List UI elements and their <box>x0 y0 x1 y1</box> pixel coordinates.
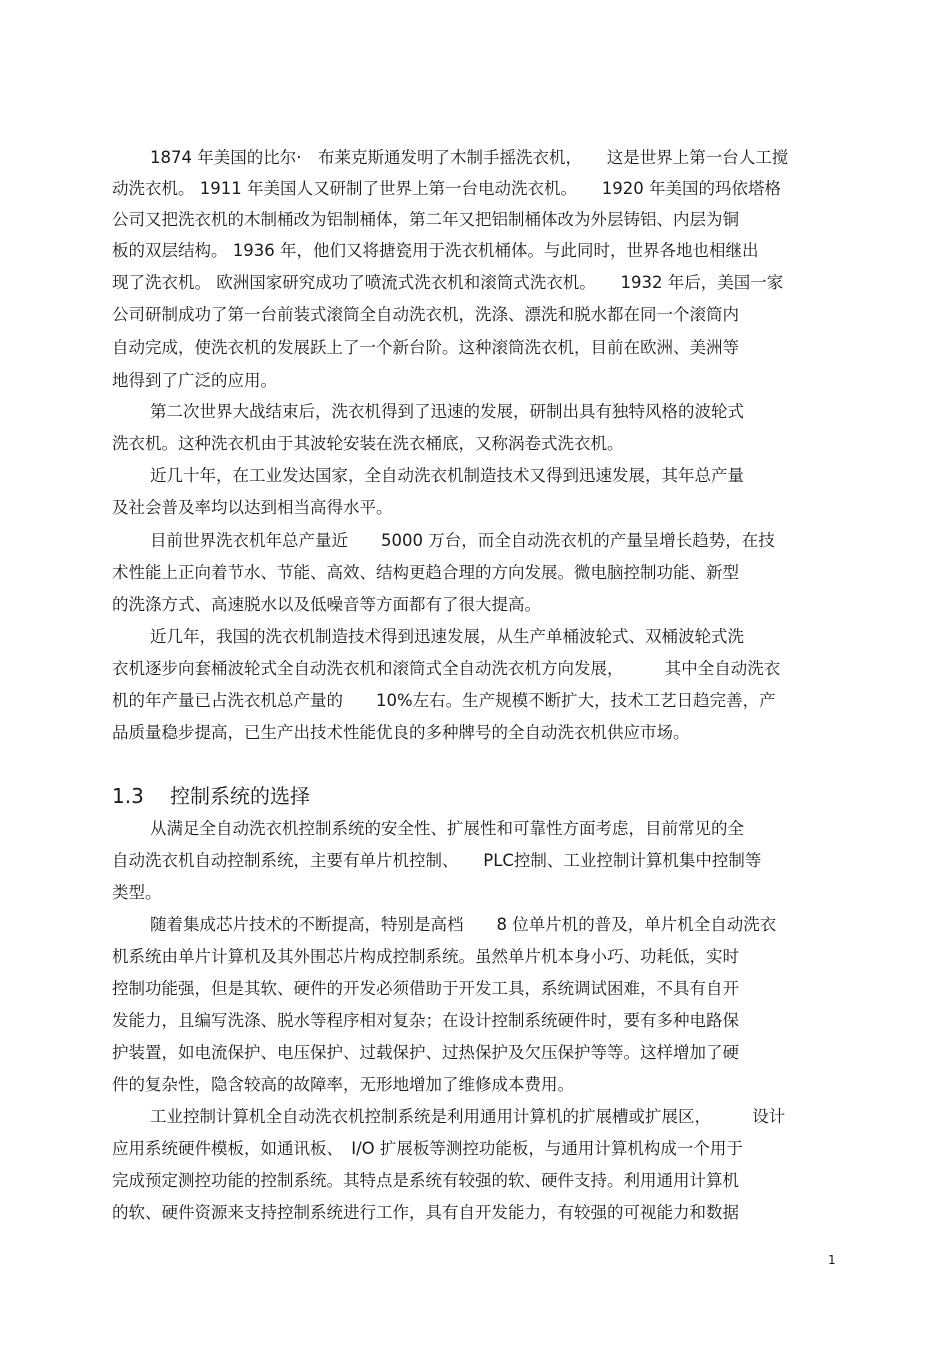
paragraph-line: 地得到了广泛的应用。 <box>112 371 277 390</box>
paragraph-line: 1874 年美国的比尔· 布莱克斯通发明了木制手摇洗衣机， 这是世界上第一台人工搅 <box>150 148 789 167</box>
paragraph-line: 目前世界洗衣机年总产量近 5000 万台，而全自动洗衣机的产量呈增长趋势，在技 <box>150 531 775 550</box>
paragraph-line: 应用系统硬件模板，如通讯板、 I/O 扩展板等测控功能板，与通用计算机构成一个用于 <box>112 1139 743 1158</box>
paragraph-line: 机系统由单片计算机及其外围芯片构成控制系统。虽然单片机本身小巧、功耗低，实时 <box>112 947 739 966</box>
paragraph-line: 近几十年，在工业发达国家，全自动洗衣机制造技术又得到迅速发展，其年总产量 <box>150 466 744 485</box>
paragraph-line: 完成预定测控功能的控制系统。其特点是系统有较强的软、硬件支持。利用通用计算机 <box>112 1171 739 1190</box>
paragraph-line: 现了洗衣机。 欧洲国家研究成功了喷流式洗衣机和滚筒式洗衣机。 1932 年后，美国一家 <box>112 273 784 292</box>
paragraph-line: 随着集成芯片技术的不断提高，特别是高档 8 位单片机的普及，单片机全自动洗衣 <box>150 915 777 934</box>
paragraph-line: 机的年产量已占洗衣机总产量的 10%左右。生产规模不断扩大，技术工艺日趋完善，产 <box>112 691 776 710</box>
paragraph-line: 衣机逐步向套桶波轮式全自动洗衣机和滚筒式全自动洗衣机方向发展， 其中全自动洗衣 <box>112 659 781 678</box>
page-number: 1 <box>828 1253 836 1267</box>
paragraph-line: 件的复杂性，隐含较高的故障率，无形地增加了维修成本费用。 <box>112 1075 574 1094</box>
paragraph-line: 板的双层结构。 1936 年，他们又将搪瓷用于洗衣机桶体。与此同时，世界各地也相继出 <box>112 241 759 260</box>
paragraph-line: 公司又把洗衣机的木制桶改为铝制桶体，第二年又把铝制桶体改为外层铸铝、内层为铜 <box>112 210 739 229</box>
paragraph-line: 从满足全自动洗衣机控制系统的安全性、扩展性和可靠性方面考虑，目前常见的全 <box>150 819 744 838</box>
paragraph-line: 品质量稳步提高，已生产出技术性能优良的多种牌号的全自动洗衣机供应市场。 <box>112 723 690 742</box>
section-title: 控制系统的选择 <box>170 784 310 808</box>
paragraph-line: 第二次世界大战结束后，洗衣机得到了迅速的发展，研制出具有独特风格的波轮式 <box>150 402 744 421</box>
paragraph-line: 公司研制成功了第一台前装式滚筒全自动洗衣机，洗涤、漂洗和脱水都在同一个滚筒内 <box>112 305 739 324</box>
paragraph-line: 自动洗衣机自动控制系统，主要有单片机控制、 PLC控制、工业控制计算机集中控制等 <box>112 851 762 870</box>
paragraph-line: 类型。 <box>112 883 162 902</box>
section-number: 1.3 <box>112 784 144 808</box>
paragraph-line: 发能力，且编写洗涤、脱水等程序相对复杂；在设计控制系统硬件时，要有多种电路保 <box>112 1011 739 1030</box>
paragraph-line: 护装置，如电流保护、电压保护、过载保护、过热保护及欠压保护等等。这样增加了硬 <box>112 1043 739 1062</box>
paragraph-line: 术性能上正向着节水、节能、高效、结构更趋合理的方向发展。微电脑控制功能、新型 <box>112 563 739 582</box>
paragraph-line: 自动完成，使洗衣机的发展跃上了一个新台阶。这种滚筒洗衣机，目前在欧洲、美洲等 <box>112 338 739 357</box>
paragraph-line: 动洗衣机。 1911 年美国人又研制了世界上第一台电动洗衣机。 1920 年美国的玛依塔格 <box>112 179 781 198</box>
paragraph-line: 的软、硬件资源来支持控制系统进行工作，具有自开发能力，有较强的可视能力和数据 <box>112 1203 739 1222</box>
paragraph-line: 工业控制计算机全自动洗衣机控制系统是利用通用计算机的扩展槽或扩展区， 设计 <box>150 1107 786 1126</box>
paragraph-line: 及社会普及率均以达到相当高得水平。 <box>112 498 393 517</box>
paragraph-line: 的洗涤方式、高速脱水以及低噪音等方面都有了很大提高。 <box>112 595 541 614</box>
paragraph-line: 洗衣机。这种洗衣机由于其波轮安装在洗衣桶底，又称涡卷式洗衣机。 <box>112 434 624 453</box>
paragraph-line: 控制功能强，但是其软、硬件的开发必须借助于开发工具，系统调试困难，不具有自开 <box>112 979 739 998</box>
section-heading <box>112 783 310 809</box>
paragraph-line: 近几年，我国的洗衣机制造技术得到迅速发展，从生产单桶波轮式、双桶波轮式洗 <box>150 627 744 646</box>
